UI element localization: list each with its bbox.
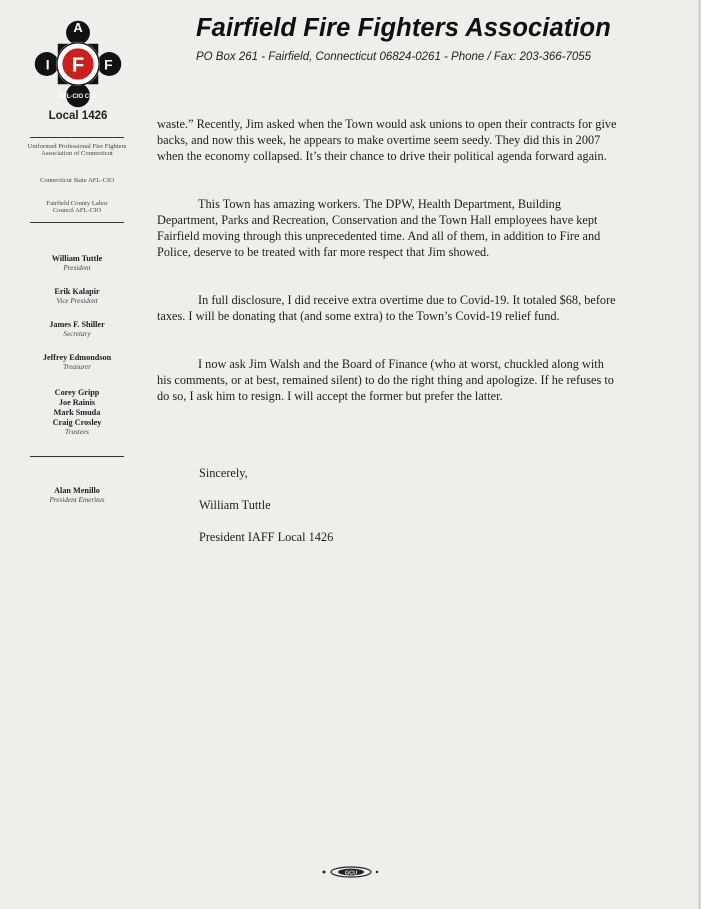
sidebar-divider-middle (30, 222, 124, 223)
closing: Sincerely, (199, 466, 248, 480)
signer-title: President IAFF Local 1426 (199, 530, 334, 544)
officer-title: Secretary (63, 330, 91, 338)
logo-letter-left: I (45, 57, 50, 73)
officer-name: William Tuttle (51, 254, 103, 263)
association-address: PO Box 261 - Fairfield, Connecticut 06824-0261 - Phone / Fax: 203-366-7055 (196, 51, 592, 63)
union-bug-text: GCU (344, 870, 358, 877)
officer-president (22, 254, 132, 273)
officer-name: Erik Kalapir (54, 287, 100, 296)
trustees-block (22, 388, 132, 437)
officer-name: Jeffrey Edmondson (42, 353, 112, 362)
county-council-text: Fairfield County Labor Council AFL-CIO (46, 200, 108, 215)
logo-letter-center: F (71, 54, 85, 77)
letter-paragraph: I now ask Jim Walsh and the Board of Finance (who at worst, chuckled along with his comments, or at best, remained silent) to do the right thing and apologize. If he refuses to do so, I ask him to resign. I will accept the former but prefer the latter. (157, 357, 614, 403)
officer-secretary (22, 320, 132, 339)
logo-letter-top: A (73, 19, 83, 35)
union-bug-icon (320, 866, 382, 878)
local-number: Local 1426 (48, 110, 108, 122)
state-council-text: Connecticut State AFL-CIO (40, 177, 114, 184)
officer-title: Treasurer (63, 363, 91, 371)
officer-treasurer (22, 353, 132, 372)
president-emeritus (22, 486, 132, 505)
trustees-title: Trustees (65, 428, 89, 436)
officer-name: James F. Shiller (49, 320, 105, 329)
emeritus-name: Alan Menillo (54, 486, 100, 495)
trustee-name: Corey Gripp (54, 388, 100, 397)
logo-letter-right: F (104, 57, 113, 73)
officer-title: President (63, 264, 91, 272)
trustee-name: Joe Rainis (58, 398, 96, 407)
letter-paragraph: waste.” Recently, Jim asked when the Town would ask unions to open their contracts for give backs, and now this week, he appears to make overtime seem seedy. They did this in 2007 when the economy collapsed. It’s their chance to drive their political agenda forward again. (157, 117, 617, 163)
trustee-name: Mark Smuda (53, 408, 101, 417)
association-title: Fairfield Fire Fighters Association (196, 14, 611, 42)
sidebar-divider-bottom (30, 456, 124, 457)
sidebar-divider-top (30, 137, 124, 138)
emeritus-title: President Emeritus (49, 496, 105, 504)
iaff-logo (32, 18, 124, 110)
letter-paragraph: In full disclosure, I did receive extra overtime due to Covid-19. It totaled $68, before taxes. I will be donating that (and some extra) to the Town’s Covid-19 relief fund. (157, 293, 616, 323)
officer-vice-president (22, 287, 132, 306)
affiliation-text: Uniformed Professional Fire Fighters Association of Connecticut (27, 143, 127, 158)
signer-name: William Tuttle (199, 498, 271, 512)
trustee-name: Craig Crosley (52, 418, 102, 427)
logo-ring-text: AFL-CIO CLC (58, 94, 98, 101)
letter-paragraph: This Town has amazing workers. The DPW, Health Department, Building Department, Parks and Recreation, Conservation and the Town Hall employees have kept Fairfield moving through this unprecedented time. And all of them, in addition to Fire and Police, deserve to be treated with far more respect that Jim showed. (157, 197, 601, 259)
officer-title: Vice President (56, 297, 98, 305)
